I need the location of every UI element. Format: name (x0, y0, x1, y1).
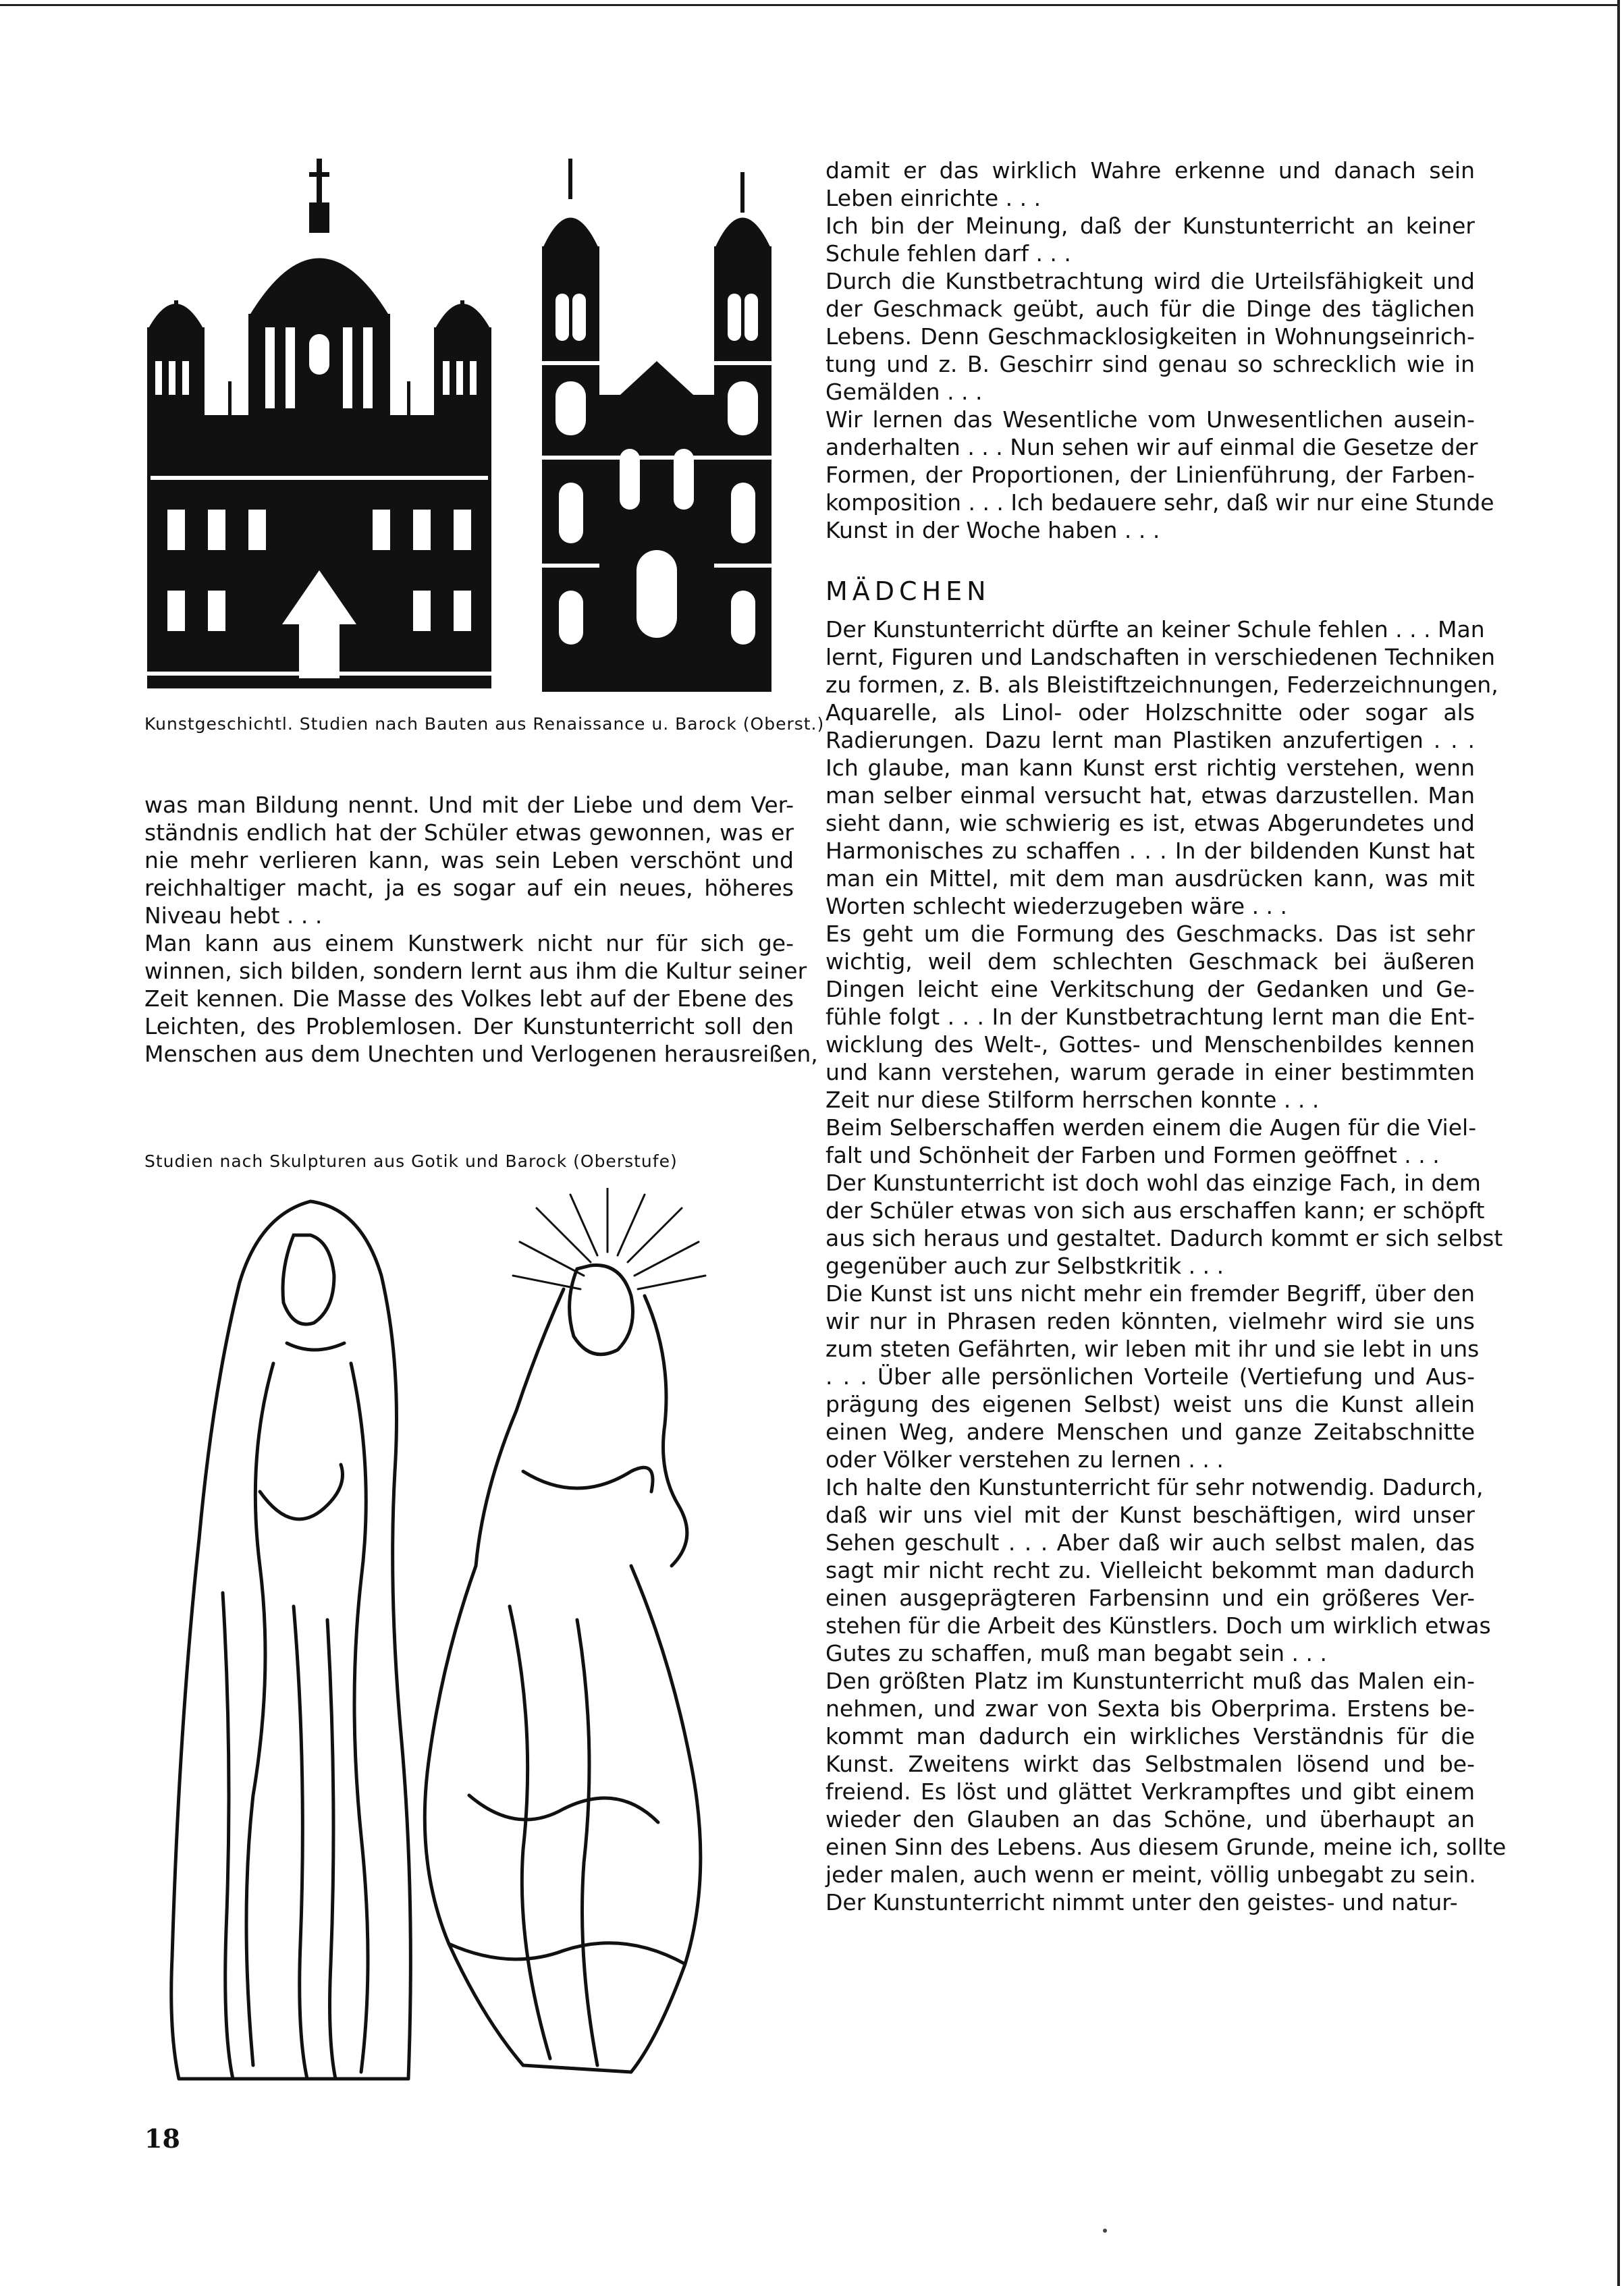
gothic-madonna-drawing (171, 1201, 411, 2079)
scan-border-top (0, 4, 1620, 6)
text-line: kommt man dadurch ein wirkliches Verständnis für die (825, 1723, 1475, 1749)
text-line: Dingen leicht eine Verkitschung der Gedanken und Ge- (825, 976, 1475, 1002)
text-line: Wir lernen das Wesentliche vom Unwesentlichen ausein- (825, 406, 1475, 433)
text-line: Der Kunstunterricht ist doch wohl das einzige Fach, in dem (825, 1170, 1481, 1196)
text-line: jeder malen, auch wenn er meint, völlig unbegabt zu sein. (825, 1861, 1476, 1888)
text-line: . . . Über alle persönlichen Vorteile (Vertiefung und Aus- (825, 1363, 1475, 1390)
text-line: Der Kunstunterricht dürfte an keiner Schule fehlen . . . Man (825, 616, 1485, 643)
text-line: fühle folgt . . . In der Kunstbetrachtung lernt man die Ent- (825, 1004, 1475, 1030)
text-line: Harmonisches zu schaffen . . . In der bildenden Kunst hat (825, 838, 1475, 864)
text-line: der Schüler etwas von sich aus erschaffen kann; er schöpft (825, 1197, 1485, 1224)
text-line: Lebens. Denn Geschmacklosigkeiten in Wohnungseinrich- (825, 323, 1475, 350)
text-line: daß wir uns viel mit der Kunst beschäftigen, wird unser (825, 1502, 1475, 1528)
text-line: Der Kunstunterricht nimmt unter den geistes- und natur- (825, 1889, 1458, 1915)
architecture-caption: Kunstgeschichtl. Studien nach Bauten aus Renaissance u. Barock (Oberst.) (144, 714, 825, 734)
text-line: lernt, Figuren und Landschaften in verschiedenen Techniken (825, 644, 1496, 670)
text-line: komposition . . . Ich bedauere sehr, daß wir nur eine Stunde (825, 489, 1494, 516)
text-line: Kunst. Zweitens wirkt das Selbstmalen lösend und be- (825, 1751, 1475, 1777)
baroque-madonna-drawing (425, 1188, 705, 2072)
text-line: Kunst in der Woche haben . . . (825, 517, 1160, 543)
text-line: reichhaltiger macht, ja es sogar auf ein neues, höheres (144, 875, 794, 901)
text-line: sagt mir nicht recht zu. Vielleicht bekommt man dadurch (825, 1557, 1475, 1583)
text-line: gegenüber auch zur Selbstkritik . . . (825, 1253, 1224, 1279)
text-line: Menschen aus dem Unechten und Verlogenen herausreißen, (144, 1041, 818, 1067)
text-line: Beim Selberschaffen werden einem die Augen für die Viel- (825, 1114, 1477, 1141)
sculpture-caption: Studien nach Skulpturen aus Gotik und Barock (Oberstufe) (144, 1151, 678, 1171)
renaissance-church-drawing (147, 159, 491, 688)
text-line: man selber einmal versucht hat, etwas darzustellen. Man (825, 782, 1475, 809)
text-line: Leichten, des Problemlosen. Der Kunstunterricht soll den (144, 1013, 794, 1039)
text-line: Den größten Platz im Kunstunterricht muß das Malen ein- (825, 1668, 1475, 1694)
sculpture-line-drawing (159, 1188, 773, 2092)
section-heading: MÄDCHEN (825, 576, 991, 606)
text-line: aus sich heraus und gestaltet. Dadurch kommt er sich selbst (825, 1225, 1503, 1251)
text-line: wir nur in Phrasen reden könnten, vielmehr wird sie uns (825, 1308, 1475, 1334)
text-line: Sehen geschult . . . Aber daß wir auch selbst malen, das (825, 1529, 1475, 1556)
text-line: Leben einrichte . . . (825, 185, 1041, 211)
text-line: Zeit nur diese Stilform herrschen konnte . . . (825, 1087, 1320, 1113)
right-column-text-top (825, 157, 1494, 544)
text-line: einen Sinn des Lebens. Aus diesem Grunde, meine ich, sollte (825, 1834, 1507, 1860)
text-line: Schule fehlen darf . . . (825, 240, 1071, 267)
text-line: Aquarelle, als Linol- oder Holzschnitte oder sogar als (825, 699, 1475, 726)
text-line: anderhalten . . . Nun sehen wir auf einmal die Gesetze der (825, 434, 1478, 460)
scan-border-right (1617, 0, 1620, 2286)
text-line: oder Völker verstehen zu lernen . . . (825, 1446, 1224, 1473)
text-line: Man kann aus einem Kunstwerk nicht nur für sich ge- (144, 930, 794, 956)
text-line: wieder den Glauben an das Schöne, und überhaupt an (825, 1806, 1475, 1832)
right-column-text-bottom (825, 616, 1507, 1916)
text-line: stehen für die Arbeit des Künstlers. Doch um wirklich etwas (825, 1612, 1491, 1639)
text-line: Radierungen. Dazu lernt man Plastiken anzufertigen . . . (825, 727, 1475, 753)
architecture-linocut-illustration (147, 159, 788, 692)
text-line: Formen, der Proportionen, der Linienführung, der Farben- (825, 462, 1475, 488)
text-line: zu formen, z. B. als Bleistiftzeichnungen, Federzeichnungen, (825, 672, 1498, 698)
left-column-text (144, 791, 818, 1068)
text-line: Die Kunst ist uns nicht mehr ein fremder Begriff, über den (825, 1280, 1475, 1307)
text-line: freiend. Es löst und glättet Verkrampftes und gibt einem (825, 1778, 1475, 1805)
scan-speck (1103, 2229, 1107, 2233)
text-line: Ich bin der Meinung, daß der Kunstunterricht an keiner (825, 213, 1475, 239)
baroque-church-drawing (542, 159, 772, 692)
text-line: Zeit kennen. Die Masse des Volkes lebt auf der Ebene des (144, 985, 794, 1012)
text-line: prägung des eigenen Selbst) weist uns die Kunst allein (825, 1391, 1475, 1417)
text-line: und kann verstehen, warum gerade in einer bestimmten (825, 1059, 1475, 1085)
text-line: Ich halte den Kunstunterricht für sehr notwendig. Dadurch, (825, 1474, 1484, 1500)
text-line: Gutes zu schaffen, muß man begabt sein . . . (825, 1640, 1327, 1666)
text-line: wichtig, weil dem schlechten Geschmack bei äußeren (825, 948, 1475, 975)
text-line: falt und Schönheit der Farben und Formen geöffnet . . . (825, 1142, 1440, 1168)
text-line: was man Bildung nennt. Und mit der Liebe und dem Ver- (144, 792, 794, 818)
text-line: winnen, sich bilden, sondern lernt aus ihm die Kultur seiner (144, 958, 807, 984)
text-line: Durch die Kunstbetrachtung wird die Urteilsfähigkeit und (825, 268, 1475, 294)
text-line: zum steten Gefährten, wir leben mit ihr und sie lebt in uns (825, 1336, 1480, 1362)
text-line: nie mehr verlieren kann, was sein Leben verschönt und (144, 847, 794, 873)
text-line: einen Weg, andere Menschen und ganze Zeitabschnitte (825, 1419, 1475, 1445)
text-line: Es geht um die Formung des Geschmacks. Das ist sehr (825, 921, 1475, 947)
text-line: wicklung des Welt-, Gottes- und Menschenbildes kennen (825, 1031, 1475, 1058)
text-line: Niveau hebt . . . (144, 902, 323, 929)
text-line: Gemälden . . . (825, 379, 983, 405)
text-line: tung und z. B. Geschirr sind genau so schrecklich wie in (825, 351, 1475, 377)
text-line: der Geschmack geübt, auch für die Dinge des täglichen (825, 296, 1475, 322)
text-line: damit er das wirklich Wahre erkenne und danach sein (825, 157, 1475, 184)
text-line: Worten schlecht wiederzugeben wäre . . . (825, 893, 1288, 919)
text-line: nehmen, und zwar von Sexta bis Oberprima. Erstens be- (825, 1695, 1475, 1722)
right-column (825, 157, 1507, 1916)
text-line: einen ausgeprägteren Farbensinn und ein größeres Ver- (825, 1585, 1475, 1611)
page-number: 18 (144, 2123, 180, 2154)
text-line: sieht dann, wie schwierig es ist, etwas Abgerundetes und (825, 810, 1475, 836)
text-line: ständnis endlich hat der Schüler etwas gewonnen, was er (144, 819, 794, 846)
text-line: Ich glaube, man kann Kunst erst richtig verstehen, wenn (825, 755, 1475, 781)
text-line: man ein Mittel, mit dem man ausdrücken kann, was mit (825, 865, 1475, 892)
